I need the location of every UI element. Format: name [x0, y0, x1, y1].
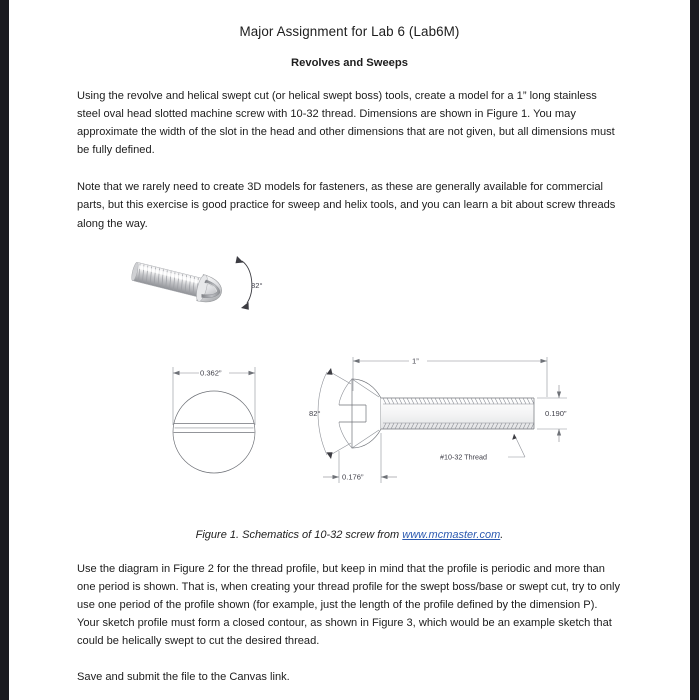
paragraph-2: Note that we rarely need to create 3D models for fasteners, as these are generally available for commercial parts, but this exercise is good practice for sweep and helix tools, and you can learn a bit about screw threads along the way.: [77, 181, 616, 230]
caption-suffix: .: [500, 528, 504, 541]
body-bottom: [77, 560, 622, 687]
side-view-head-height-label: 0.176”: [342, 472, 364, 482]
iso-angle-label: 82°: [251, 280, 263, 290]
figure-1-caption: [9, 529, 690, 541]
page-title: Major Assignment for Lab 6 (Lab6M): [239, 24, 460, 39]
paragraph-1: Using the revolve and helical swept cut (or helical swept boss) tools, create a model for a 1” long stainless steel oval head slotted machine screw with 10-32 thread. Dimensions are shown in Figure 1. You may approximate the width of the slot in the head and other dimensions that are not given, but all dimensions must be fully defined.: [77, 90, 615, 157]
top-view-diameter-label: 0.362”: [200, 368, 222, 378]
paragraph-4: Save and submit the file to the Canvas link.: [77, 671, 290, 684]
document-page: [9, 0, 690, 700]
body-top: [77, 87, 622, 233]
top-view-drawing: [159, 355, 281, 487]
side-view-drawing: [309, 347, 579, 497]
side-view-thread-callout: #10-32 Thread: [440, 452, 488, 462]
mcmaster-link[interactable]: www.mcmaster.com: [402, 528, 501, 541]
paragraph-3: Use the diagram in Figure 2 for the thread profile, but keep in mind that the profile is periodic and more than one period is shown. That is, when creating your thread profile for the swept boss/base or swept cut, try to only use one period of the profile shown (for example, just the length of the profile defined by the dimension P). Your sketch profile must form a closed contour, as shown in Figure 3, which would be an example sketch that could be helically swept to cut the desired thread.: [77, 562, 621, 648]
side-view-head-angle-label: 82°: [309, 408, 321, 418]
iso-angle-annotation: [236, 256, 263, 310]
side-view-shank-diameter-label: 0.190”: [545, 408, 567, 418]
page-subtitle: Revolves and Sweeps: [291, 57, 408, 69]
iso-screw-illustration: [127, 247, 277, 333]
side-view-length-label: 1”: [412, 356, 419, 366]
figure-1-area: [9, 247, 690, 515]
caption-prefix: Figure 1. Schematics of 10-32 screw from: [195, 528, 403, 541]
